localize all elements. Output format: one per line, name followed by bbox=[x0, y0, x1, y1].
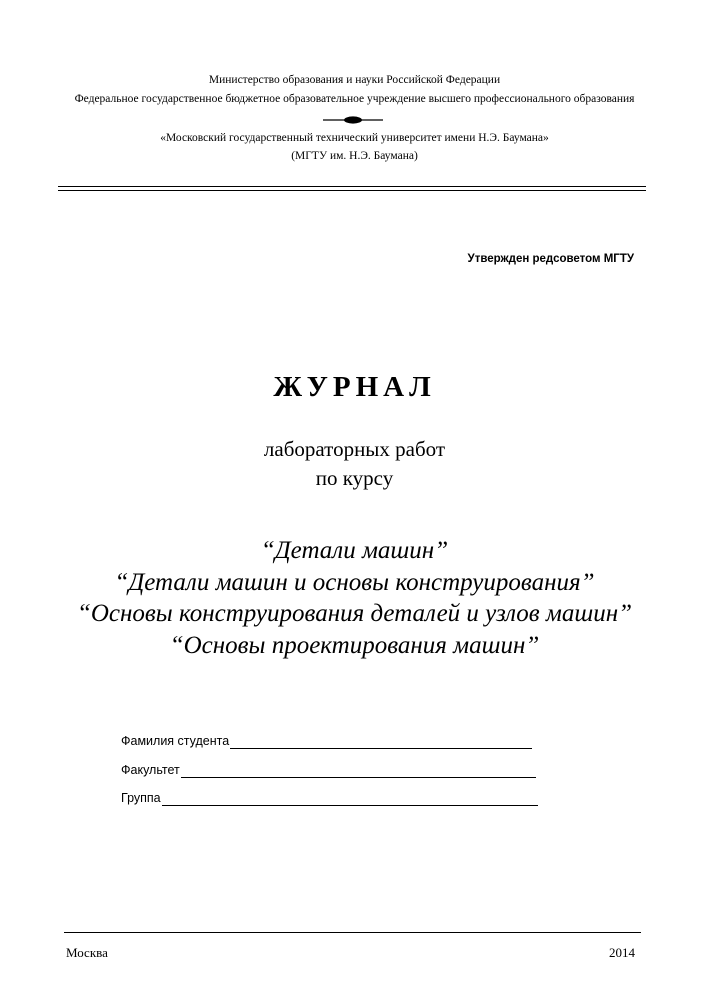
university-abbreviation: (МГТУ им. Н.Э. Баумана) bbox=[291, 150, 418, 162]
faculty-label: Факультет bbox=[121, 763, 180, 777]
university-name: «Московский государственный технический университет имени Н.Э. Баумана» bbox=[160, 132, 549, 144]
approval-note: Утвержден редсоветом МГТУ bbox=[467, 253, 634, 265]
footer-city: Москва bbox=[66, 945, 108, 960]
course-title: “Основы конструирования деталей и узлов машин” bbox=[76, 600, 633, 627]
course-title: “Основы проектирования машин” bbox=[169, 632, 540, 659]
course-title: “Детали машин и основы конструирования” bbox=[114, 569, 595, 596]
student-name-blank[interactable] bbox=[230, 736, 532, 749]
header-divider-bottom bbox=[58, 190, 646, 191]
subtitle-line-2: по курсу bbox=[315, 466, 394, 490]
document-title: ЖУРНАЛ bbox=[273, 371, 436, 403]
group-blank[interactable] bbox=[162, 793, 538, 806]
student-name-label: Фамилия студента bbox=[121, 734, 230, 748]
group-field[interactable] bbox=[121, 790, 538, 806]
ministry-line: Министерство образования и науки Российской Федерации bbox=[208, 74, 501, 86]
course-title: “Детали машин” bbox=[260, 537, 449, 564]
header-divider-top bbox=[58, 186, 646, 187]
student-name-field[interactable] bbox=[121, 733, 532, 749]
ornament-divider-icon bbox=[323, 113, 383, 127]
group-label: Группа bbox=[121, 791, 161, 805]
institution-type-line: Федеральное государственное бюджетное образовательное учреждение высшего профессионального образования bbox=[74, 93, 635, 105]
footer-divider bbox=[64, 932, 641, 933]
faculty-blank[interactable] bbox=[181, 765, 536, 778]
faculty-field[interactable] bbox=[121, 762, 536, 778]
footer-year: 2014 bbox=[609, 945, 635, 960]
subtitle-line-1: лабораторных работ bbox=[263, 437, 446, 461]
